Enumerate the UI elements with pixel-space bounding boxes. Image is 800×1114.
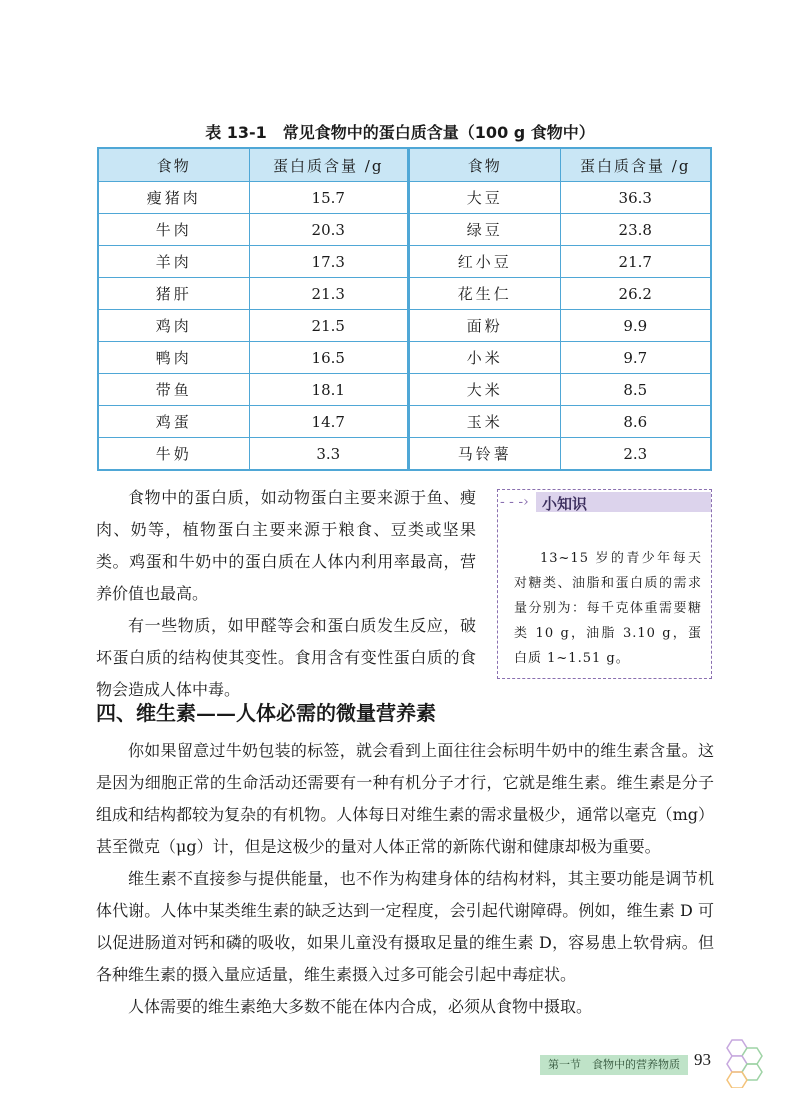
table-row xyxy=(409,214,711,246)
protein-cell: 15.7 xyxy=(249,182,408,214)
tip-header xyxy=(498,490,711,514)
page-number: 93 xyxy=(694,1050,711,1069)
table-row xyxy=(98,278,408,310)
paragraph: 维生素不直接参与提供能量，也不作为构建身体的结构材料，其主要功能是调节机体代谢。人体中某类维生素的缺乏达到一定程度，会引起代谢障碍。例如，维生素 D 可以促进肠道对钙和磷的吸收，如果儿童没有摄取足量的维生素 D，容易患上软骨病。但各种维生素的摄入量应适量，维生素摄入过多可能会引起中毒症状。 xyxy=(96,869,714,984)
protein-cell: 18.1 xyxy=(249,374,408,406)
protein-cell: 8.6 xyxy=(560,406,711,438)
food-cell: 花生仁 xyxy=(409,278,560,310)
table-row xyxy=(409,246,711,278)
food-cell: 鸡蛋 xyxy=(98,406,249,438)
paragraph: 你如果留意过牛奶包装的标签，就会看到上面往往会标明牛奶中的维生素含量。这是因为细胞正常的生命活动还需要有一种有机分子才行，它就是维生素。维生素是分子组成和结构都较为复杂的有机物。人体每日对维生素的需求量极少，通常以毫克（mg）甚至微克（μg）计，但是这极少的量对人体正常的新陈代谢和健康却极为重要。 xyxy=(96,741,714,856)
food-cell: 鸭肉 xyxy=(98,342,249,374)
table-row xyxy=(98,438,408,471)
protein-cell: 21.7 xyxy=(560,246,711,278)
food-cell: 羊肉 xyxy=(98,246,249,278)
hexagon-decoration-icon xyxy=(718,1038,766,1088)
tip-box xyxy=(497,489,712,679)
food-cell: 牛肉 xyxy=(98,214,249,246)
table-row xyxy=(409,438,711,471)
table-row xyxy=(409,182,711,214)
tip-text: 13~15 岁的青少年每天对糖类、油脂和蛋白质的需求量分别为：每千克体重需要糖类 10 g，油脂 3.10 g，蛋白质 1~1.51 g。 xyxy=(514,551,702,666)
protein-text-block xyxy=(96,482,476,706)
paragraph: 人体需要的维生素绝大多数不能在体内合成，必须从食物中摄取。 xyxy=(128,997,593,1016)
food-cell: 玉米 xyxy=(409,406,560,438)
protein-cell: 36.3 xyxy=(560,182,711,214)
food-cell: 红小豆 xyxy=(409,246,560,278)
dashed-arrow-icon: - - -› xyxy=(500,494,529,510)
header-food: 食物 xyxy=(409,148,560,182)
food-cell: 面粉 xyxy=(409,310,560,342)
food-cell: 猪肝 xyxy=(98,278,249,310)
table-row xyxy=(98,310,408,342)
protein-cell: 26.2 xyxy=(560,278,711,310)
table-header-row xyxy=(98,148,408,182)
protein-table-right xyxy=(408,147,712,471)
table-row xyxy=(98,406,408,438)
table-row xyxy=(409,406,711,438)
header-protein: 蛋白质含量 /g xyxy=(560,148,711,182)
table-row xyxy=(98,246,408,278)
protein-cell: 9.7 xyxy=(560,342,711,374)
table-header-row xyxy=(409,148,711,182)
table-row xyxy=(409,278,711,310)
food-cell: 带鱼 xyxy=(98,374,249,406)
table-row xyxy=(98,342,408,374)
protein-cell: 21.5 xyxy=(249,310,408,342)
table-row xyxy=(409,342,711,374)
protein-cell: 14.7 xyxy=(249,406,408,438)
table-caption: 表 13-1 常见食物中的蛋白质含量（100 g 食物中） xyxy=(205,123,595,142)
food-cell: 鸡肉 xyxy=(98,310,249,342)
table-row xyxy=(409,374,711,406)
protein-table-left xyxy=(97,147,409,471)
protein-cell: 16.5 xyxy=(249,342,408,374)
footer-section-label: 第一节 食物中的营养物质 xyxy=(540,1055,688,1075)
food-cell: 瘦猪肉 xyxy=(98,182,249,214)
paragraph: 食物中的蛋白质，如动物蛋白主要来源于鱼、瘦肉、奶等，植物蛋白主要来源于粮食、豆类或坚果类。鸡蛋和牛奶中的蛋白质在人体内利用率最高，营养价值也最高。 xyxy=(96,488,476,603)
table-row xyxy=(98,374,408,406)
food-cell: 绿豆 xyxy=(409,214,560,246)
paragraph: 有一些物质，如甲醛等会和蛋白质发生反应，破坏蛋白质的结构使其变性。食用含有变性蛋白质的食物会造成人体中毒。 xyxy=(96,616,476,699)
table-row xyxy=(98,214,408,246)
food-cell: 大豆 xyxy=(409,182,560,214)
section-heading: 四、维生素——人体必需的微量营养素 xyxy=(96,701,436,725)
table-row xyxy=(98,182,408,214)
protein-cell: 20.3 xyxy=(249,214,408,246)
table-row xyxy=(409,310,711,342)
header-food: 食物 xyxy=(98,148,249,182)
protein-cell: 9.9 xyxy=(560,310,711,342)
food-cell: 马铃薯 xyxy=(409,438,560,471)
protein-cell: 23.8 xyxy=(560,214,711,246)
header-protein: 蛋白质含量 /g xyxy=(249,148,408,182)
food-cell: 牛奶 xyxy=(98,438,249,471)
protein-cell: 3.3 xyxy=(249,438,408,471)
protein-cell: 2.3 xyxy=(560,438,711,471)
food-cell: 小米 xyxy=(409,342,560,374)
protein-cell: 8.5 xyxy=(560,374,711,406)
protein-cell: 17.3 xyxy=(249,246,408,278)
food-cell: 大米 xyxy=(409,374,560,406)
tip-title: 小知识 xyxy=(542,495,588,513)
protein-cell: 21.3 xyxy=(249,278,408,310)
vitamin-text-block xyxy=(96,735,714,1023)
